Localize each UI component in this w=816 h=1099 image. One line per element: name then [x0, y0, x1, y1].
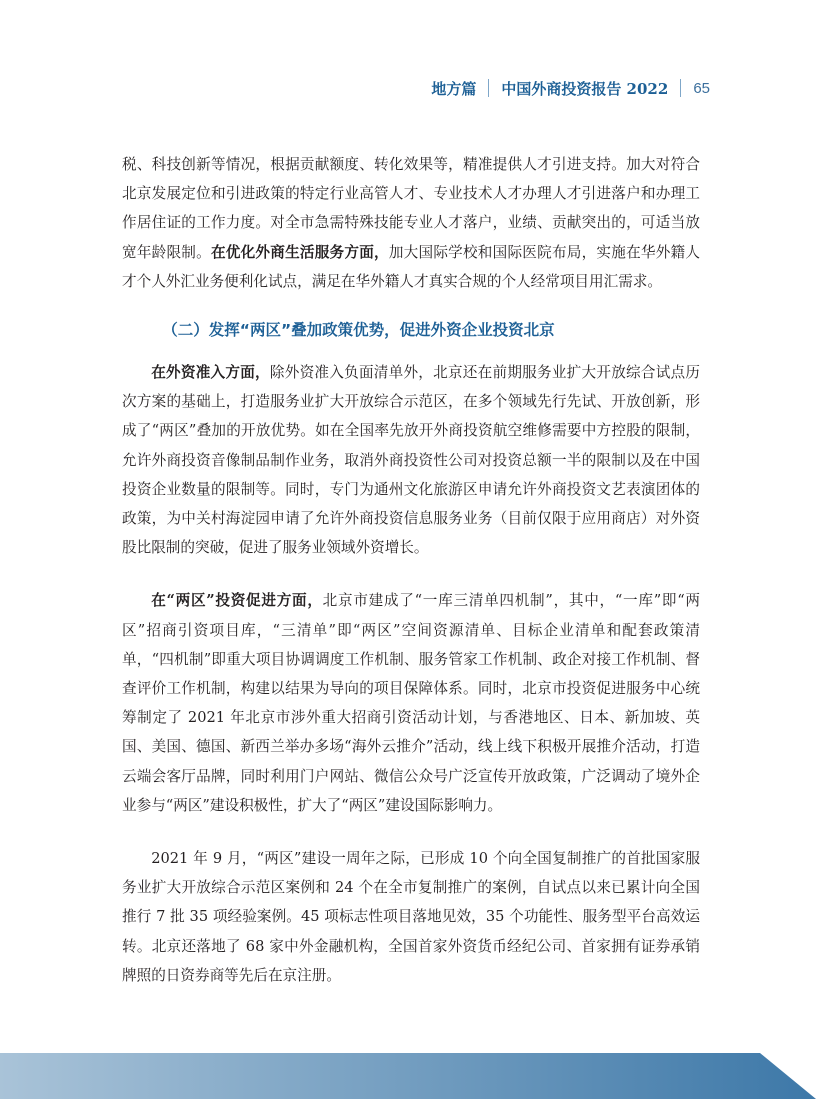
header-section: 地方篇: [431, 79, 477, 98]
paragraph-3-bold-lead: 在“两区”投资促进方面，: [151, 592, 323, 610]
paragraph-1-text: 税、科技创新等情况，根据贡献额度、转化效果等，精准提供人才引进支持。加大对符合北京发展定位和引进政策的特定行业高管人才、专业技术人才办理人才引进落户和办理工作居住证的工作力度。对全市急需特殊技能专业人才落户，业绩、贡献突出的，可适当放宽年龄限制。: [122, 156, 700, 261]
paragraph-3: [122, 586, 700, 820]
footer-decorative-band: [0, 1041, 816, 1099]
page-body: [122, 150, 700, 990]
section-heading: （二）发挥“两区”叠加政策优势，促进外资企业投资北京: [162, 321, 555, 340]
paragraph-1-bold-lead: 在优化外商生活服务方面，: [210, 243, 389, 261]
paragraph-2-bold-lead: 在外资准入方面，: [151, 364, 270, 382]
header-report-title: 中国外商投资报告 2022: [501, 79, 669, 98]
paragraph-4: [122, 844, 700, 990]
paragraph-3-text: 北京市建成了“一库三清单四机制”，其中，“一库”即“两区”招商引资项目库，“三清单”即“两区”空间资源清单、目标企业清单和配套政策清单，“四机制”即重大项目协调调度工作机制、服务管家工作机制、政企对接工作机制、督查评价工作机制，构建以结果为导向的项目保障体系。同时，北京市投资促进服务中心统筹制定了 2021 年北京市涉外重大招商引资活动计划，与香港地区、日本、新加坡、英国、美国、德国、新西兰举办多场“海外云推介”活动，线上线下积极开展推介活动，打造云端会客厅品牌，同时利用门户网站、微信公众号广泛宣传开放政策，广泛调动了境外企业参与“两区”建设积极性，扩大了“两区”建设国际影响力。: [122, 592, 700, 814]
paragraph-2: [122, 358, 700, 562]
page-number: 65: [693, 79, 710, 97]
paragraph-1: [122, 150, 700, 296]
paragraph-1-tail: 加大国际学校和国际医院布局，实施在华外籍人才个人外汇业务便利化试点，满足在华外籍人才真实合规的个人经常项目用汇需求。: [122, 243, 700, 290]
paragraph-2-text: 除外资准入负面清单外，北京还在前期服务业扩大开放综合试点历次方案的基础上，打造服务业扩大开放综合示范区，在多个领域先行先试、开放创新，形成了“两区”叠加的开放优势。如在全国率先放开外商投资航空维修需要中方控股的限制，允许外商投资音像制品制作业务，取消外商投资性公司对投资总额一半的限制以及在中国投资企业数量的限制等。同时，专门为通州文化旅游区申请允许外商投资文艺表演团体的政策，为中关村海淀园申请了允许外商投资信息服务业务（目前仅限于应用商店）对外资股比限制的突破，促进了服务业领域外资增长。: [122, 364, 700, 557]
running-header: [431, 76, 710, 100]
footer-band-shape: [0, 1053, 816, 1099]
header-divider: [488, 79, 489, 97]
header-divider: [680, 79, 681, 97]
paragraph-4-text: 2021 年 9 月，“两区”建设一周年之际，已形成 10 个向全国复制推广的首批国家服务业扩大开放综合示范区案例和 24 个在全市复制推广的案例，自试点以来已累计向全国推行 7 批 35 项经验案例。45 项标志性项目落地见效，35 个功能性、服务型平台高效运转。北京还落地了 68 家中外金融机构，全国首家外资货币经纪公司、首家拥有证券承销牌照的日资券商等先后在京注册。: [122, 850, 700, 984]
